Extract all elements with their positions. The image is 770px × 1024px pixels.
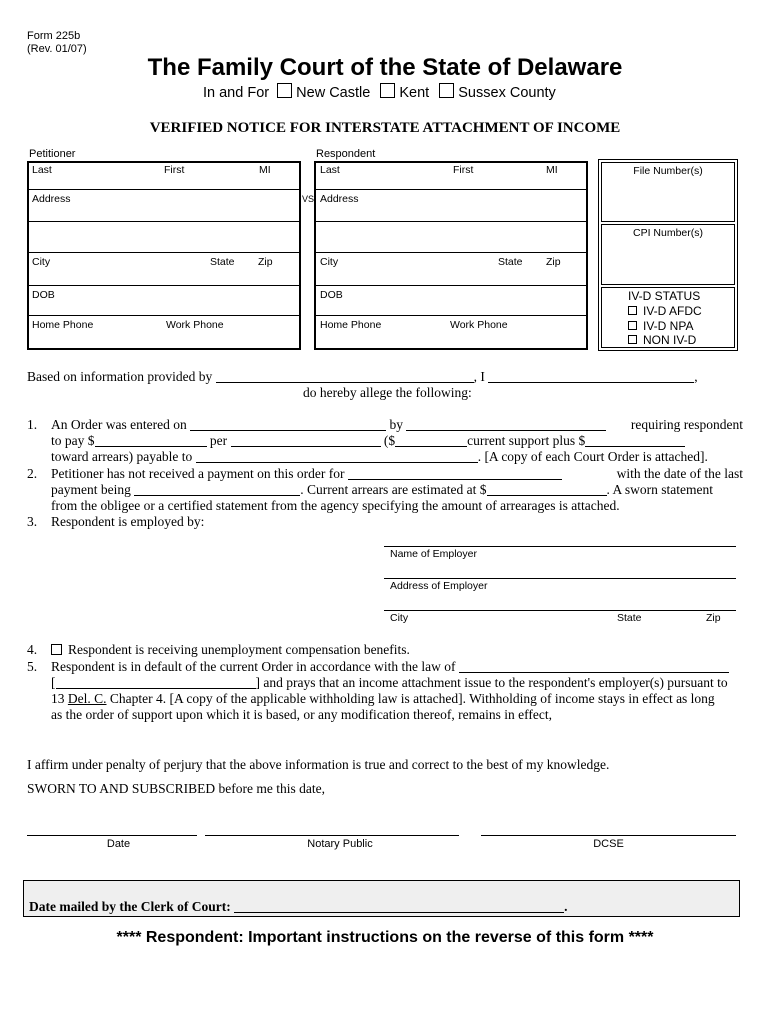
p1-text-d: to pay $	[51, 433, 95, 448]
non-ivd-option[interactable]	[628, 333, 734, 348]
employer-address-line[interactable]	[384, 578, 736, 579]
kent-checkbox[interactable]	[380, 83, 395, 98]
respondent-address-field[interactable]: Address	[320, 193, 359, 205]
form-number: Form 225b	[27, 30, 81, 42]
petitioner-first-field[interactable]: First	[164, 164, 185, 176]
item-1-line-1	[51, 417, 743, 433]
vs-label: VS	[302, 194, 315, 204]
respondent-last-field[interactable]: Last	[320, 164, 340, 176]
respondent-work-phone-field[interactable]: Work Phone	[450, 319, 508, 331]
pay-amount-blank[interactable]	[95, 433, 207, 447]
ivd-npa-option[interactable]	[628, 319, 734, 334]
petitioner-last-field[interactable]: Last	[32, 164, 52, 176]
p1-text-f: ($	[383, 433, 396, 448]
p1-text-a: An Order was entered on	[51, 417, 187, 432]
p1-text-c: requiring respondent	[630, 417, 743, 432]
non-ivd-label: NON IV-D	[643, 333, 697, 347]
respondent-dob-field[interactable]: DOB	[320, 289, 343, 301]
petitioner-city-field[interactable]: City	[32, 256, 51, 268]
notice-title: VERIFIED NOTICE FOR INTERSTATE ATTACHMENT OF INCOME	[149, 120, 621, 136]
state-bracket-blank[interactable]	[56, 675, 256, 689]
notary-signature-line[interactable]	[205, 835, 459, 836]
respondent-heading: Respondent	[316, 148, 376, 160]
non-ivd-checkbox[interactable]	[628, 335, 637, 344]
intro-text-a: Based on information provided by	[27, 369, 213, 384]
p5-text-c: ] and prays that an income attachment issue to the respondent's employer(s) pursuant to	[255, 675, 728, 690]
ivd-npa-checkbox[interactable]	[628, 321, 637, 330]
p5-text-d3: Chapter 4. [A copy of the applicable withholding law is attached]. Withholding of income stays in effect as long	[109, 691, 715, 706]
petitioner-work-phone-field[interactable]: Work Phone	[166, 319, 224, 331]
petitioner-home-phone-field[interactable]: Home Phone	[32, 319, 94, 331]
date-mailed-blank[interactable]	[234, 899, 564, 913]
employer-name-label: Name of Employer	[390, 548, 477, 560]
date-signature-line[interactable]	[27, 835, 197, 836]
arrears-estimate-blank[interactable]	[487, 482, 607, 496]
ivd-afdc-checkbox[interactable]	[628, 306, 637, 315]
petitioner-mi-field[interactable]: MI	[259, 164, 271, 176]
form-revision: (Rev. 01/07)	[27, 43, 87, 55]
kent-label: Kent	[399, 85, 430, 101]
item-1-line-2	[51, 433, 685, 449]
provided-by-blank[interactable]	[216, 369, 474, 383]
date-label: Date	[106, 838, 131, 850]
item-5-line-1	[51, 659, 729, 675]
item-2-line-1	[51, 466, 743, 482]
p1-text-e: per	[209, 433, 228, 448]
dcse-signature-line[interactable]	[481, 835, 736, 836]
employer-zip-label: Zip	[706, 612, 721, 624]
p2-text-c: payment being	[51, 482, 131, 497]
item-3-number: 3.	[27, 514, 38, 529]
court-title: The Family Court of the State of Delaware	[147, 54, 623, 81]
p2-text-b: with the date of the last	[616, 466, 743, 481]
intro-text-d: do hereby allege the following:	[303, 385, 472, 400]
ivd-status-box	[601, 287, 735, 348]
new-castle-checkbox[interactable]	[277, 83, 292, 98]
petitioner-dob-field[interactable]: DOB	[32, 289, 55, 301]
p5-text-b: [	[51, 675, 56, 690]
petitioner-heading: Petitioner	[29, 148, 76, 160]
p2-text-a: Petitioner has not received a payment on this order for	[51, 466, 345, 481]
p1-text-g: current support plus $	[467, 433, 586, 448]
affirmation-text: I affirm under penalty of perjury that the above information is true and correct to the best of my knowledge.	[27, 757, 610, 772]
petitioner-zip-field[interactable]: Zip	[258, 256, 273, 268]
dcse-label: DCSE	[593, 838, 624, 850]
p1-text-i: . [A copy of each Court Order is attached].	[477, 449, 708, 464]
item-4-line	[51, 642, 410, 658]
date-mailed-end: .	[564, 899, 568, 914]
sworn-text: SWORN TO AND SUBSCRIBED before me this date,	[27, 781, 325, 796]
cpi-number-box[interactable]	[601, 224, 735, 285]
payable-to-blank[interactable]	[196, 449, 478, 463]
date-mailed-label: Date mailed by the Clerk of Court:	[29, 899, 231, 914]
intro-text-c: ,	[694, 369, 698, 384]
file-number-label: File Number(s)	[633, 165, 703, 177]
intro-text-b: , I	[473, 369, 485, 384]
petitioner-state-field[interactable]: State	[210, 256, 235, 268]
new-castle-label: New Castle	[296, 85, 371, 101]
respondent-mi-field[interactable]: MI	[546, 164, 558, 176]
county-selector	[203, 83, 556, 101]
cpi-number-label: CPI Number(s)	[632, 227, 703, 239]
arrears-amount-blank[interactable]	[585, 433, 685, 447]
employer-city-line[interactable]	[384, 610, 736, 611]
p2-text-f: from the obligee or a certified statement from the agency specifying the amount of arrearages is attached.	[51, 498, 620, 513]
item-5-line-3	[51, 691, 715, 707]
ivd-afdc-option[interactable]	[628, 304, 734, 319]
ivd-npa-label: IV-D NPA	[643, 318, 694, 333]
last-payment-date-blank[interactable]	[134, 482, 300, 496]
p2-text-e: . A sworn statement	[606, 482, 714, 497]
p5-text-a: Respondent is in default of the current Order in accordance with the law of	[51, 659, 456, 674]
reverse-instructions: **** Respondent: Important instructions on the reverse of this form ****	[116, 929, 654, 946]
p2-text-d: . Current arrears are estimated at $	[300, 482, 487, 497]
ivd-status-title: IV-D STATUS	[628, 289, 701, 303]
p5-del-c: Del. C.	[67, 691, 107, 706]
p5-text-d1: 13	[51, 691, 65, 706]
sussex-label: Sussex County	[458, 85, 556, 101]
p1-text-h: toward arrears) payable to	[51, 449, 193, 464]
order-by-blank[interactable]	[406, 417, 606, 431]
pay-period-blank[interactable]	[231, 433, 381, 447]
current-support-blank[interactable]	[395, 433, 467, 447]
date-mailed-box	[23, 880, 740, 917]
order-date-blank[interactable]	[190, 417, 386, 431]
item-5-line-2	[51, 675, 728, 691]
employer-address-label: Address of Employer	[390, 580, 488, 592]
respondent-zip-field[interactable]: Zip	[546, 256, 561, 268]
ivd-afdc-label: IV-D AFDC	[643, 304, 702, 318]
notary-label: Notary Public	[307, 838, 373, 850]
respondent-home-phone-field[interactable]: Home Phone	[320, 319, 382, 331]
affiant-name-blank[interactable]	[488, 369, 694, 383]
p1-text-b: by	[389, 417, 403, 432]
in-and-for-label: In and For	[203, 85, 270, 101]
item-5-number: 5.	[27, 659, 38, 674]
employer-city-label: City	[390, 612, 409, 624]
file-number-box[interactable]	[601, 162, 735, 222]
item-2-number: 2.	[27, 466, 38, 481]
item-1-line-3	[51, 449, 708, 465]
item-4-number: 4.	[27, 642, 38, 657]
item-1-number: 1.	[27, 417, 38, 432]
intro-line	[27, 369, 698, 385]
employer-name-line[interactable]	[384, 546, 736, 547]
employer-state-label: State	[617, 612, 642, 624]
item-2-line-2	[51, 482, 743, 498]
no-payment-period-blank[interactable]	[348, 466, 562, 480]
respondent-first-field[interactable]: First	[453, 164, 474, 176]
sussex-checkbox[interactable]	[439, 83, 454, 98]
p5-text-e: as the order of support upon which it is based, or any modification thereof, remains in effect,	[51, 707, 552, 722]
p3-text: Respondent is employed by:	[51, 514, 205, 529]
respondent-city-field[interactable]: City	[320, 256, 339, 268]
p4-text: Respondent is receiving unemployment compensation benefits.	[68, 642, 410, 657]
unemployment-checkbox[interactable]	[51, 644, 62, 655]
respondent-state-field[interactable]: State	[498, 256, 523, 268]
state-law-blank[interactable]	[459, 659, 729, 673]
petitioner-address-field[interactable]: Address	[32, 193, 71, 205]
